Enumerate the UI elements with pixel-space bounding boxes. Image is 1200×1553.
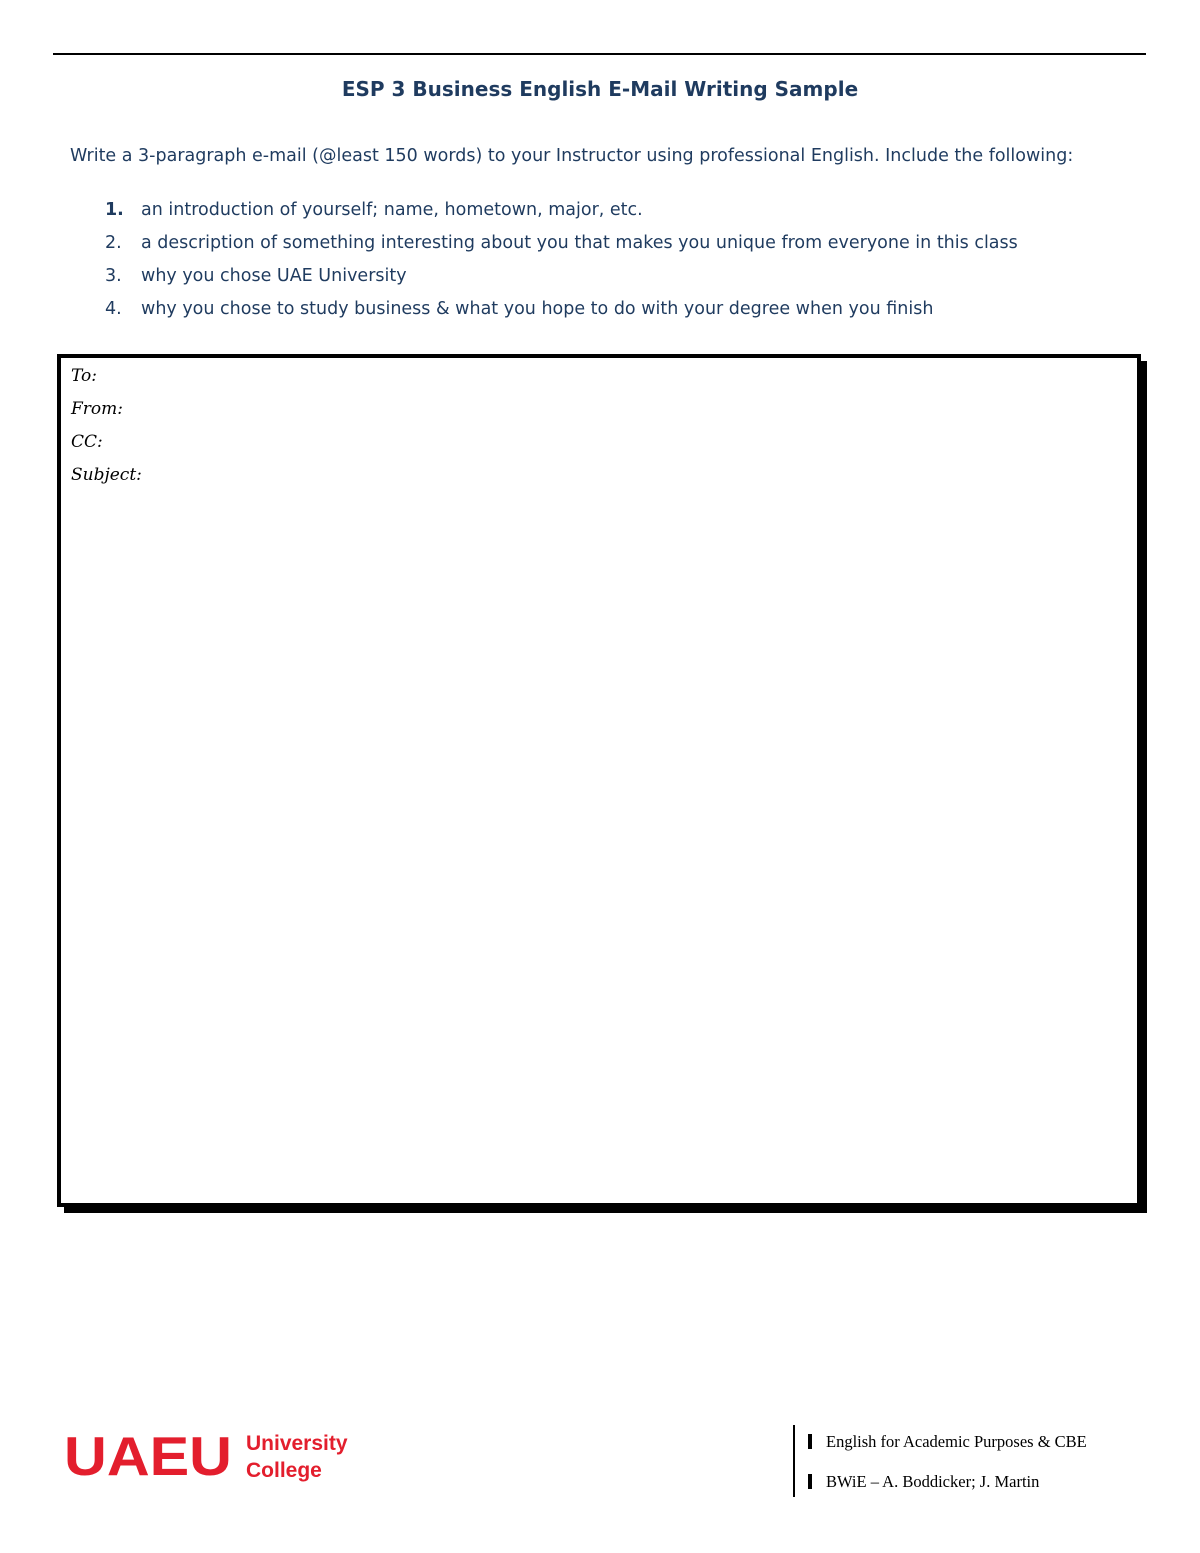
email-subject-label: Subject: — [71, 465, 142, 485]
list-item — [100, 196, 1018, 229]
logo-main-text: UAEU — [64, 1426, 232, 1486]
footer-line-1-text: English for Academic Purposes & CBE — [826, 1432, 1087, 1451]
top-rule — [53, 53, 1146, 55]
bullet-icon — [808, 1474, 812, 1489]
logo-line1-text: University — [246, 1432, 348, 1455]
list-item-text: an introduction of yourself; name, hometown, major, etc. — [141, 200, 643, 220]
list-item — [100, 262, 1018, 295]
footer-line-1 — [808, 1432, 1087, 1452]
footer-divider — [793, 1425, 795, 1497]
logo-line2-text: College — [246, 1459, 322, 1482]
list-item-number: 1. — [105, 200, 124, 220]
task-list — [100, 196, 1018, 328]
list-item-number: 4. — [105, 299, 122, 319]
email-to-label: To: — [71, 366, 97, 386]
page-title: ESP 3 Business English E-Mail Writing Sample — [341, 77, 859, 101]
list-item — [100, 295, 1018, 328]
uaeu-logo — [64, 1426, 354, 1486]
list-item-text: why you chose to study business & what you hope to do with your degree when you finish — [141, 299, 934, 319]
list-item — [100, 229, 1018, 262]
list-item-number: 3. — [105, 266, 122, 286]
email-writing-box[interactable] — [57, 354, 1141, 1207]
footer-line-2-text: BWiE – A. Boddicker; J. Martin — [826, 1472, 1040, 1491]
footer-line-2 — [808, 1472, 1039, 1492]
email-cc-label: CC: — [71, 432, 103, 452]
bullet-icon — [808, 1434, 812, 1449]
list-item-text: why you chose UAE University — [141, 266, 407, 286]
list-item-text: a description of something interesting about you that makes you unique from everyone in this class — [141, 233, 1018, 253]
email-from-label: From: — [71, 399, 124, 419]
instructions-paragraph: Write a 3-paragraph e-mail (@least 150 words) to your Instructor using professional English. Include the following: — [70, 146, 1074, 166]
list-item-number: 2. — [105, 233, 122, 253]
